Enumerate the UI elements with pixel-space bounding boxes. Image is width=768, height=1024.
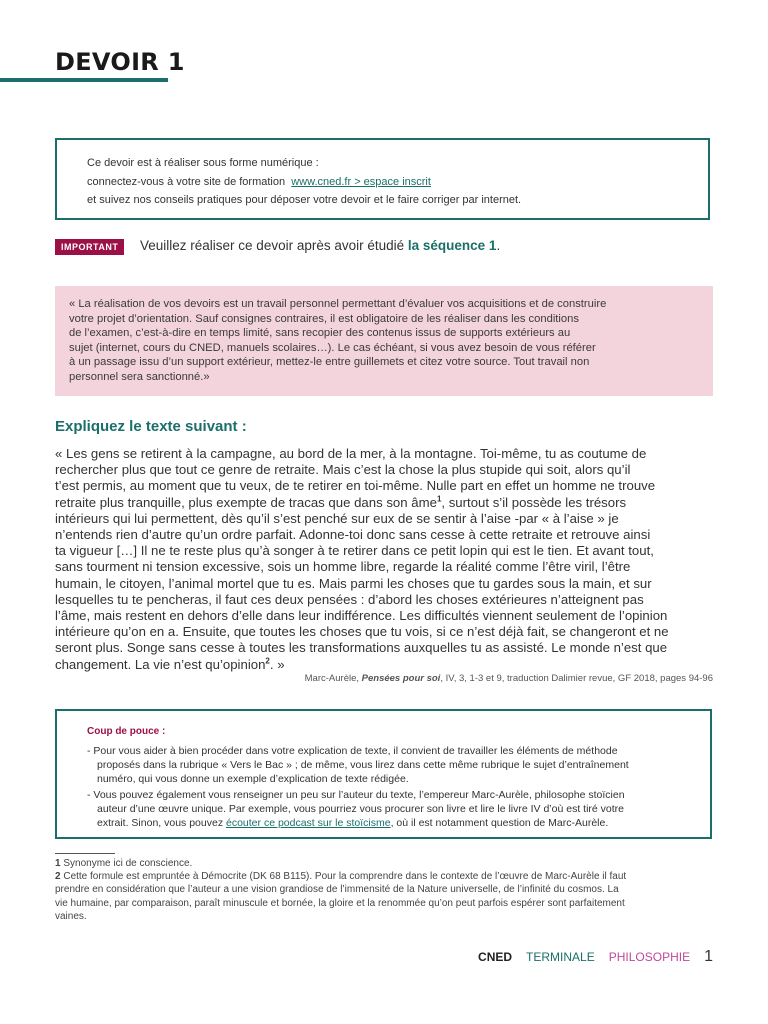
source-work-title: Pensées pour soi — [361, 673, 441, 684]
text-line: intérieurs qui lui permettent, dès qu’il s’est penché sur eux de se sentir à l’aise -par « à l’aise » je — [55, 510, 619, 526]
footer-level: TERMINALE — [526, 950, 595, 964]
important-sequence: la séquence 1 — [407, 238, 497, 253]
main-text-excerpt — [55, 446, 669, 673]
text-line: rechercher plus que tout ce genre de retraite. Mais c’est la chose la plus stupide qui soit, alors qu’il — [55, 462, 631, 478]
warning-line: de l’examen, c’est-à-dire en temps limité, sans recopier des contenus issus de supports extérieurs au — [69, 327, 571, 339]
tip-line-6-prefix: extrait. Sinon, vous pouvez — [97, 817, 226, 829]
submission-notice-box — [55, 138, 710, 220]
footnote-1-marker[interactable]: 1 — [436, 494, 442, 504]
important-message — [140, 238, 500, 253]
source-details: , IV, 3, 1-3 et 9, traduction Dalimier revue, GF 2018, pages 94-96 — [440, 673, 713, 684]
tip-line: - Vous pouvez également vous renseigner un peu sur l’auteur du texte, l’empereur Marc-Aurèle, philosophe stoïcien — [87, 789, 625, 801]
text-line: ta vigueur […] Il ne te reste plus qu’à songer à te retirer dans ce petit lopin qui est le tien. Et avant tout, — [55, 543, 654, 559]
text-line: intérieure qu’on en a. Ensuite, que toutes les choses que tu vois, si ce n’est déjà fait, se changeront et ne — [55, 624, 669, 640]
text-line: humain, le citoyen, l’animal mortel que tu es. Mais parmi les choses que tu gardes sous la main, et sur — [55, 575, 652, 591]
notice-line-2-prefix: connectez-vous à votre site de formation — [87, 176, 286, 188]
footnote-divider — [55, 853, 115, 854]
footnotes — [55, 857, 715, 923]
text-line: « Les gens se retirent à la campagne, au bord de la mer, à la montagne. Toi-même, tu as coutume de — [55, 446, 647, 461]
text-line: t’est permis, au moment que tu veux, de te retirer en toi-même. Nulle part en effet un homme ne trouve — [55, 478, 656, 494]
cned-link[interactable]: www.cned.fr > espace inscrit — [291, 176, 431, 188]
important-text: Veuillez réaliser ce devoir après avoir étudié — [140, 238, 408, 253]
tip-line: numéro, qui vous donne un exemple d’explication de texte rédigée. — [97, 773, 409, 785]
warning-line: votre projet d’orientation. Sauf consignes contraires, il est obligatoire de les réaliser dans les conditions — [69, 312, 579, 325]
notice-line-3: et suivez nos conseils pratiques pour déposer votre devoir et le faire corriger par internet. — [87, 194, 522, 206]
tip-box — [55, 709, 712, 839]
text-line: seront plus. Songe sans cesse à toutes les transformations auxquelles tu as assisté. Le monde n’est que — [55, 640, 668, 656]
text-line: n’entends rien d’autre qu’un ordre parfait. Adonne-toi donc sans cesse à cette retraite et retrouve ainsi — [55, 527, 651, 543]
footnote-1-text: Synonyme ici de conscience. — [60, 858, 193, 869]
podcast-link[interactable]: écouter ce podcast sur le stoïcisme — [226, 817, 391, 829]
source-author: Marc-Aurèle, — [304, 673, 362, 684]
text-source-citation — [305, 673, 713, 684]
footnote-2-cont: vie humaine, par comparaison, paraît minuscule et bornée, la gloire et la renommée qu’on peut parfois espérer sont parfaitement — [55, 897, 625, 909]
warning-line: « La réalisation de vos devoirs est un travail personnel permettant d’évaluer vos acquisitions et de construire — [69, 298, 607, 310]
footnote-1 — [55, 857, 715, 870]
text-line-4: retraite plus tranquille, plus exempte de tracas que dans son âme — [55, 494, 437, 510]
plagiarism-warning-box — [55, 286, 713, 396]
notice-line-2 — [87, 176, 431, 188]
footnote-2-marker[interactable]: 2 — [265, 656, 270, 666]
text-line: lesquelles tu te pencheras, il faut ces deux pensées : d’abord les choses extérieures n’atteignent pas — [55, 591, 644, 607]
footnote-2-text: Cette formule est empruntée à Démocrite (DK 68 B115). Pour la comprendre dans le contexte de l’œuvre de Marc-Aurèle il faut — [60, 871, 627, 883]
warning-line: sujet (internet, cours du CNED, manuels scolaires…). Le cas échéant, si vous avez besoin de vous référer — [69, 341, 596, 354]
notice-line-1: Ce devoir est à réaliser sous forme numérique : — [87, 157, 319, 169]
footnote-2-cont: vaines. — [55, 910, 87, 922]
warning-line: personnel sera sanctionné.» — [69, 370, 210, 383]
footer-subject: PHILOSOPHIE — [608, 950, 691, 964]
footnote-2 — [55, 870, 715, 883]
important-suffix: . — [496, 238, 501, 253]
tip-line-with-link — [97, 816, 608, 830]
tip-line: proposés dans la rubrique « Vers le Bac » ; de même, vous lirez dans cette même rubrique le sujet d’entraînement — [97, 759, 629, 771]
page-number: 1 — [704, 948, 713, 965]
tip-line: - Pour vous aider à bien procéder dans votre explication de texte, il convient de travailler les éléments de méthode — [87, 745, 618, 757]
section-heading: Expliquez le texte suivant : — [55, 418, 247, 435]
text-line-14: changement. La vie n’est qu’opinion — [55, 656, 266, 672]
footnote-2-cont: prendre en considération que l’auteur a une vision grandiose de l’immensité de la Nature universelle, de l’infinité du cosmos. La — [55, 884, 619, 896]
important-badge: IMPORTANT — [55, 239, 124, 255]
tip-line: auteur d’une œuvre unique. Par exemple, vous pourriez vous procurer son livre et lire le livre IV d’où est tiré votre — [97, 803, 624, 815]
tip-title: Coup de pouce : — [87, 726, 166, 737]
title-underline — [0, 78, 168, 82]
warning-line: à un passage issu d’un support extérieur, mettez-le entre guillemets et citez votre source. Tout travail non — [69, 356, 590, 368]
footer-brand: CNED — [478, 950, 513, 964]
tip-line-6-suffix: , où il est notamment question de Marc-Aurèle. — [390, 817, 609, 829]
text-line: sans tourment ni tension excessive, sois un homme libre, regarde la réalité comme l’être viril, l’être — [55, 559, 631, 575]
text-closing: . » — [269, 656, 285, 672]
footnote-2-number: 2 — [55, 871, 61, 883]
page-title: DEVOIR 1 — [55, 48, 185, 76]
page-footer — [478, 948, 713, 966]
text-line: l’âme, mais restent en dehors d’elle dans leur indifférence. Les difficultés viennent seulement de l’opinion — [55, 608, 668, 624]
text-line-final — [55, 657, 669, 673]
footnote-1-number: 1 — [55, 858, 61, 869]
text-line-4-tail: , surtout s’il possède les trésors — [441, 494, 627, 510]
text-line-with-footnote — [55, 495, 669, 511]
